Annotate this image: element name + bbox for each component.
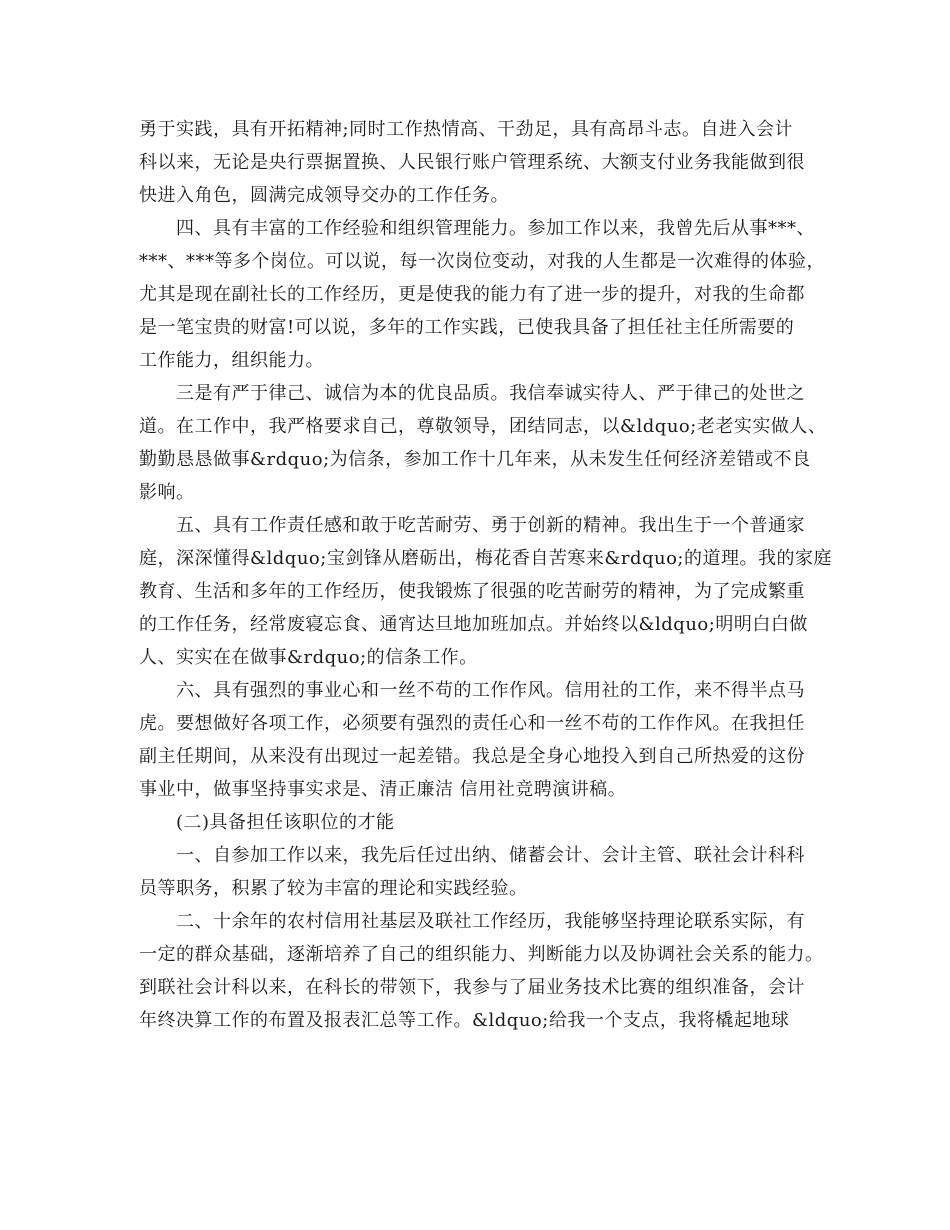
- text-line: 五、具有工作责任感和敢于吃苦耐劳、勇于创新的精神。我出生于一个普通家: [139, 515, 805, 536]
- text-line: 六、具有强烈的事业心和一丝不苟的工作作风。信用社的工作，来不得半点马: [139, 680, 805, 701]
- text-line: 勇于实践，具有开拓精神;同时工作热情高、干劲足，具有高昂斗志。自进入会计: [139, 119, 794, 140]
- text-line: 一、自参加工作以来，我先后任过出纳、储蓄会计、会计主管、联社会计科科: [139, 845, 805, 866]
- text-line: 一定的群众基础，逐渐培养了自己的组织能力、判断能力以及协调社会关系的能力。: [139, 944, 824, 965]
- text-line: 员等职务，积累了较为丰富的理论和实践经验。: [139, 878, 528, 899]
- text-line: 庭，深深懂得&ldquo;宝剑锋从磨砺出，梅花香自苦寒来&rdquo;的道理。我的家庭: [139, 548, 832, 569]
- text-line: (二)具备担任该职位的才能: [139, 812, 395, 833]
- text-line: 工作能力，组织能力。: [139, 350, 324, 371]
- text-line: 四、具有丰富的工作经验和组织管理能力。参加工作以来，我曾先后从事***、: [139, 218, 815, 239]
- text-line: 快进入角色，圆满完成领导交办的工作任务。: [139, 185, 509, 206]
- text-line: 三是有严于律己、诚信为本的优良品质。我信奉诚实待人、严于律己的处世之: [139, 383, 805, 404]
- text-line: 虎。要想做好各项工作，必须要有强烈的责任心和一丝不苟的工作作风。在我担任: [139, 713, 805, 734]
- text-line: 勤勤恳恳做事&rdquo;为信条，参加工作十几年来，从未发生任何经济差错或不良: [139, 449, 811, 470]
- text-line: 副主任期间，从来没有出现过一起差错。我总是全身心地投入到自己所热爱的这份: [139, 746, 805, 767]
- text-line: 科以来，无论是央行票据置换、人民银行账户管理系统、大额支付业务我能做到很: [139, 152, 805, 173]
- text-line: 到联社会计科以来，在科长的带领下，我参与了届业务技术比赛的组织准备，会计: [139, 977, 805, 998]
- text-line: 年终决算工作的布置及报表汇总等工作。&ldquo;给我一个支点，我将橇起地球: [139, 1010, 790, 1031]
- text-line: 尤其是现在副社长的工作经历，更是使我的能力有了进一步的提升，对我的生命都: [139, 284, 805, 305]
- text-line: ***、***等多个岗位。可以说，每一次岗位变动，对我的人生都是一次难得的体验，: [139, 251, 825, 272]
- text-line: 事业中，做事坚持事实求是、清正廉洁 信用社竞聘演讲稿。: [139, 779, 627, 800]
- text-line: 二、十余年的农村信用社基层及联社工作经历，我能够坚持理论联系实际，有: [139, 911, 805, 932]
- text-line: 是一笔宝贵的财富!可以说，多年的工作实践，已使我具备了担任社主任所需要的: [139, 317, 795, 338]
- text-line: 影响。: [139, 482, 195, 503]
- text-line: 道。在工作中，我严格要求自己，尊敬领导，团结同志，以&ldquo;老老实实做人、: [139, 416, 827, 437]
- text-line: 教育、生活和多年的工作经历，使我锻炼了很强的吃苦耐劳的精神，为了完成繁重: [139, 581, 805, 602]
- text-line: 人、实实在在做事&rdquo;的信条工作。: [139, 647, 478, 668]
- text-line: 的工作任务，经常废寝忘食、通宵达旦地加班加点。并始终以&ldquo;明明白白做: [139, 614, 808, 635]
- body-text: [139, 113, 832, 1037]
